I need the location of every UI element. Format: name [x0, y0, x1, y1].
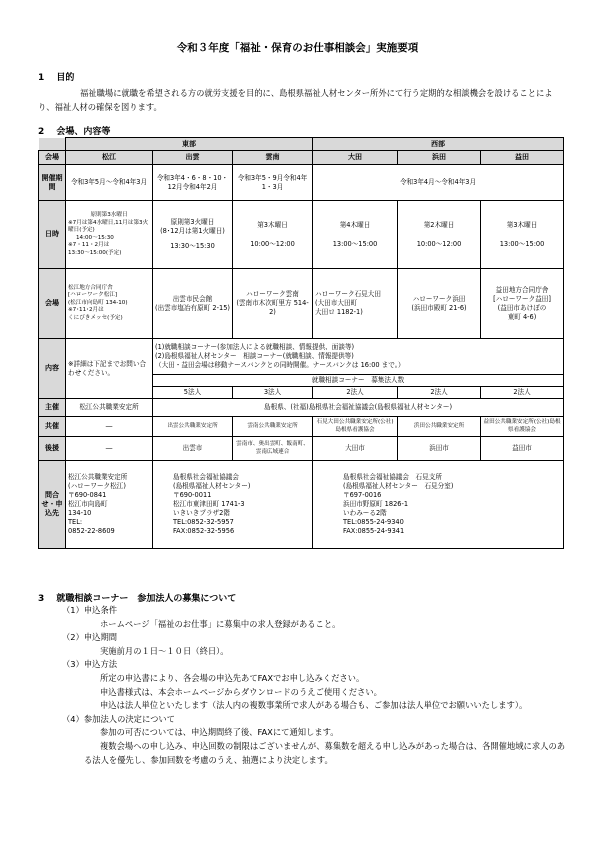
co-hamada: 浜田公共職業安定所	[398, 417, 481, 437]
host-rest: 島根県、(社福)島根県社会福祉協議会(島根県福祉人材センター)	[153, 399, 564, 417]
city-izumo: 出雲	[153, 151, 233, 165]
row-header-content: 内容	[39, 339, 66, 399]
place-hamada: ハローワーク浜田 (浜田市殿町 21-6)	[398, 269, 481, 339]
contact-hq: 島根県社会福祉協議会 (島根県福祉人材センター) 〒690-0011 松江市東津田町 1741-3 いきいきプラザ2階 TEL:0852-32-5957 FAX:0852-32-5956	[153, 461, 313, 549]
row-header-contact: 問合せ・申込先	[39, 461, 66, 549]
recruit-oda: 2法人	[313, 387, 398, 399]
section-3-number: 3	[38, 594, 45, 604]
recruit-unnan: 3法人	[233, 387, 313, 399]
row-header-place: 会場	[39, 269, 66, 339]
item-4-body-1: 参加の可否については、申込期間終了後、FAXにて通知します。	[100, 727, 339, 738]
item-4-heading: （4）参加法人の決定について	[62, 713, 175, 724]
item-3-heading: （3）申込方法	[62, 659, 118, 670]
contact-matsue: 松江公共職業安定所 (ハローワーク松江) 〒690-0841 松江市向島町 134-10 TEL: 0852-22-8609	[66, 461, 153, 549]
period-izumo: 令和3年4・6・8・10・12月令和4年2月	[153, 165, 233, 201]
section-1-title: 目的	[56, 73, 75, 83]
support-oda: 大田市	[313, 437, 398, 461]
co-masuda: 益田公共職業安定所(公社)島根県看護協会	[481, 417, 564, 437]
city-hamada: 浜田	[398, 151, 481, 165]
place-masuda: 益田地方合同庁舎 [ハローワーク益田] (益田市あけぼの 東町 4-6)	[481, 269, 564, 339]
support-masuda: 益田市	[481, 437, 564, 461]
item-1-body: ホームページ「福祉のお仕事」に募集中の求人登録があること。	[100, 618, 341, 629]
recruit-izumo: 5法人	[153, 387, 233, 399]
period-unnan: 令和3年5・9月令和4年1・3月	[233, 165, 313, 201]
section-1-body: 福祉職場に就職を希望される方の就労支援を目的に、島根県福祉人材センター所外にて行う定期的な相談機会を設けることにより、福祉人材の確保を図ります。	[38, 88, 553, 112]
city-matsue: 松江	[66, 151, 153, 165]
city-oda: 大田	[313, 151, 398, 165]
section-2-title: 会場、内容等	[56, 127, 111, 137]
row-header-support: 後援	[39, 437, 66, 461]
place-oda: ハローワーク石見大田 (大田市大田町 大田ロ 1182-1)	[313, 269, 398, 339]
period-matsue: 令和3年5月～令和4年3月	[66, 165, 153, 201]
co-oda: 石見大田公共職業安定所(公社)島根県看護協会	[313, 417, 398, 437]
period-west: 令和3年4月～令和4年3月	[313, 165, 564, 201]
item-1-heading: （1）申込条件	[62, 605, 118, 615]
row-header-cohost: 共催	[39, 417, 66, 437]
row-header-date: 日時	[39, 201, 66, 269]
item-3-body-1: 所定の申込書により、各会場の申込先あてFAXでお申し込みください。	[100, 672, 365, 683]
co-unnan: 雲南公共職業安定所	[233, 417, 313, 437]
event-table	[38, 137, 564, 549]
place-unnan: ハローワーク雲南 (雲南市木次町里方 514-2)	[233, 269, 313, 339]
date-unnan: 第3木曜日 10:00～12:00	[233, 201, 313, 269]
date-masuda: 第3木曜日 13:00～15:00	[481, 201, 564, 269]
row-header-host: 主催	[39, 399, 66, 417]
section-2-heading	[38, 124, 110, 137]
co-matsue: ―	[66, 417, 153, 437]
item-2-heading: （2）申込期間	[62, 632, 118, 643]
recruit-label: 就職相談コーナー 募集法人数	[153, 375, 564, 387]
region-west: 西部	[313, 138, 564, 151]
support-matsue: ―	[66, 437, 153, 461]
place-izumo: 出雲市民会館 (出雲市塩冶有原町 2-15)	[153, 269, 233, 339]
content-note: ※詳細は下記までお問い合わせください。	[66, 339, 153, 399]
city-unnan: 雲南	[233, 151, 313, 165]
section-1-number: 1	[38, 73, 45, 83]
section-1-heading	[38, 70, 74, 83]
support-unnan: 雲南市、奥出雲町、飯南町、雲南広域連合	[233, 437, 313, 461]
section-3-heading	[38, 591, 236, 604]
date-matsue: 原則第3水曜日 ※7月は第4水曜日,11月は第3火曜日(予定) 14:00～15:30 ※7・11・2月は 13:30～15:00(予定)	[66, 201, 153, 269]
item-3-body-3: 申込は法人単位といたします（法人内の複数事業所で求人がある場合も、ご参加は法人単位でお願いいたします）。	[100, 700, 528, 711]
section-3-title: 就職相談コーナー 参加法人の募集について	[56, 594, 237, 604]
item-2-body: 実施前月の１日～１０日（終日）。	[100, 645, 229, 656]
row-header-period: 開催期間	[39, 165, 66, 201]
city-masuda: 益田	[481, 151, 564, 165]
content-lines: (1)就職相談コーナー(参加法人による就職相談、情報提供、面談等) (2)島根県福祉人材センター 相談コーナー(就職相談、情報提供等) （大田・益田会場は移動ナースバンクとの同時開催。ナースバンクは 16:00 まで。）	[153, 339, 564, 375]
contact-iwami: 島根県社会福祉協議会 石見支所 (島根県福祉人材センター 石見分室) 〒697-0016 浜田市野原町 1826-1 いわみーる2階 TEL:0855-24-9340 FAX:0855-24-9341	[313, 461, 564, 549]
date-izumo: 原則第3火曜日 (8･12月は第1火曜日) 13:30～15:30	[153, 201, 233, 269]
row-header-venue: 会場	[39, 151, 66, 165]
co-izumo: 出雲公共職業安定所	[153, 417, 233, 437]
item-3-body-2: 申込書様式は、本会ホームページからダウンロードのうえご使用ください。	[100, 686, 382, 697]
region-east: 東部	[66, 138, 313, 151]
date-oda: 第4木曜日 13:00～15:00	[313, 201, 398, 269]
page-title: 令和３年度「福祉・保育のお仕事相談会」実施要項	[176, 42, 419, 54]
recruit-hamada: 2法人	[398, 387, 481, 399]
place-matsue: 松江地方合同庁舎 [ハローワーク松江] (松江市向島町 134-10) ※7･11･2月は くにびきメッセ(予定)	[66, 269, 153, 339]
recruit-masuda: 2法人	[481, 387, 564, 399]
section-2-number: 2	[38, 127, 45, 137]
item-4-body-2: 複数会場への申し込み、申込回数の制限はございませんが、募集数を超える申し込みがあった場合は、各開催地域に求人のある法人を優先し、参加回数を考慮のうえ、抽選により決定します。	[84, 740, 566, 765]
host-matsue: 松江公共職業安定所	[66, 399, 153, 417]
support-hamada: 浜田市	[398, 437, 481, 461]
date-hamada: 第2木曜日 10:00～12:00	[398, 201, 481, 269]
support-izumo: 出雲市	[153, 437, 233, 461]
section-3-list	[38, 604, 568, 767]
